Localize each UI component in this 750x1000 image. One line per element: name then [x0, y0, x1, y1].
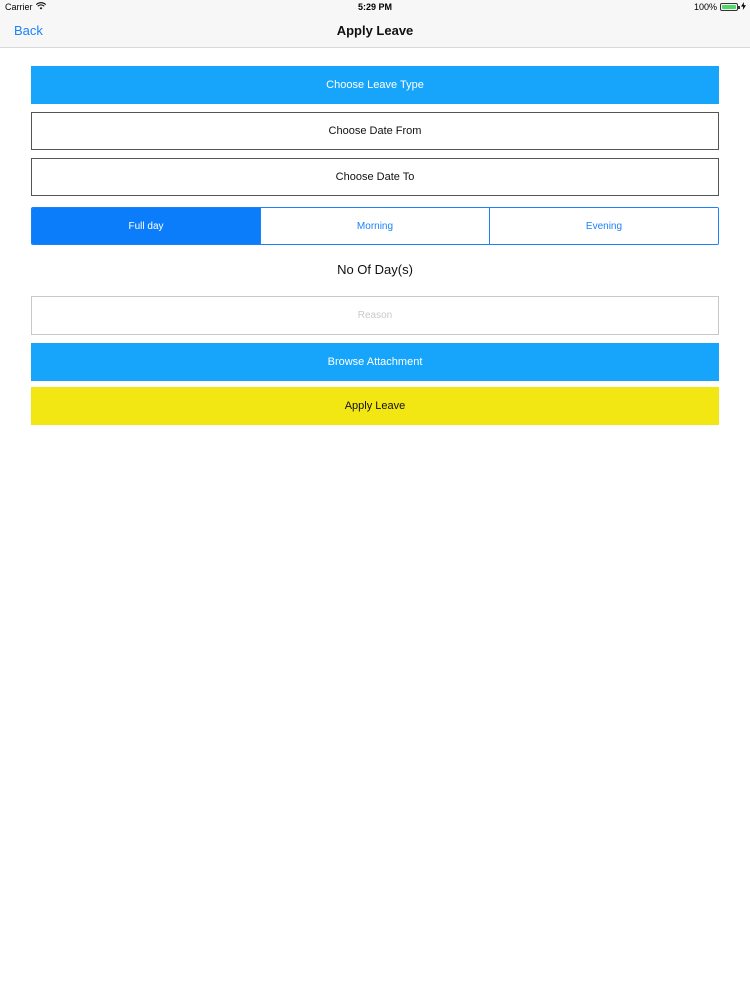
day-period-segmented-control [31, 207, 719, 245]
charging-icon [741, 2, 746, 12]
battery-group [694, 2, 746, 12]
reason-input[interactable] [31, 296, 719, 335]
status-bar [0, 0, 750, 14]
number-of-days-label: No Of Day(s) [337, 262, 413, 277]
battery-icon [720, 3, 738, 11]
choose-date-to-button[interactable]: Choose Date To [31, 158, 719, 196]
segment-evening[interactable]: Evening [489, 208, 718, 244]
choose-leave-type-button[interactable]: Choose Leave Type [31, 66, 719, 104]
status-time: 5:29 PM [357, 2, 392, 12]
browse-attachment-button[interactable]: Browse Attachment [31, 343, 719, 381]
back-button[interactable]: Back [14, 23, 43, 38]
segment-morning[interactable]: Morning [260, 208, 489, 244]
battery-percent: 100% [693, 2, 717, 12]
carrier-label: Carrier [5, 2, 33, 12]
choose-date-from-button[interactable]: Choose Date From [31, 112, 719, 150]
segment-full-day[interactable]: Full day [32, 208, 260, 244]
apply-leave-button[interactable]: Apply Leave [31, 387, 719, 425]
navigation-bar [0, 14, 750, 48]
page-title: Apply Leave [336, 23, 414, 38]
